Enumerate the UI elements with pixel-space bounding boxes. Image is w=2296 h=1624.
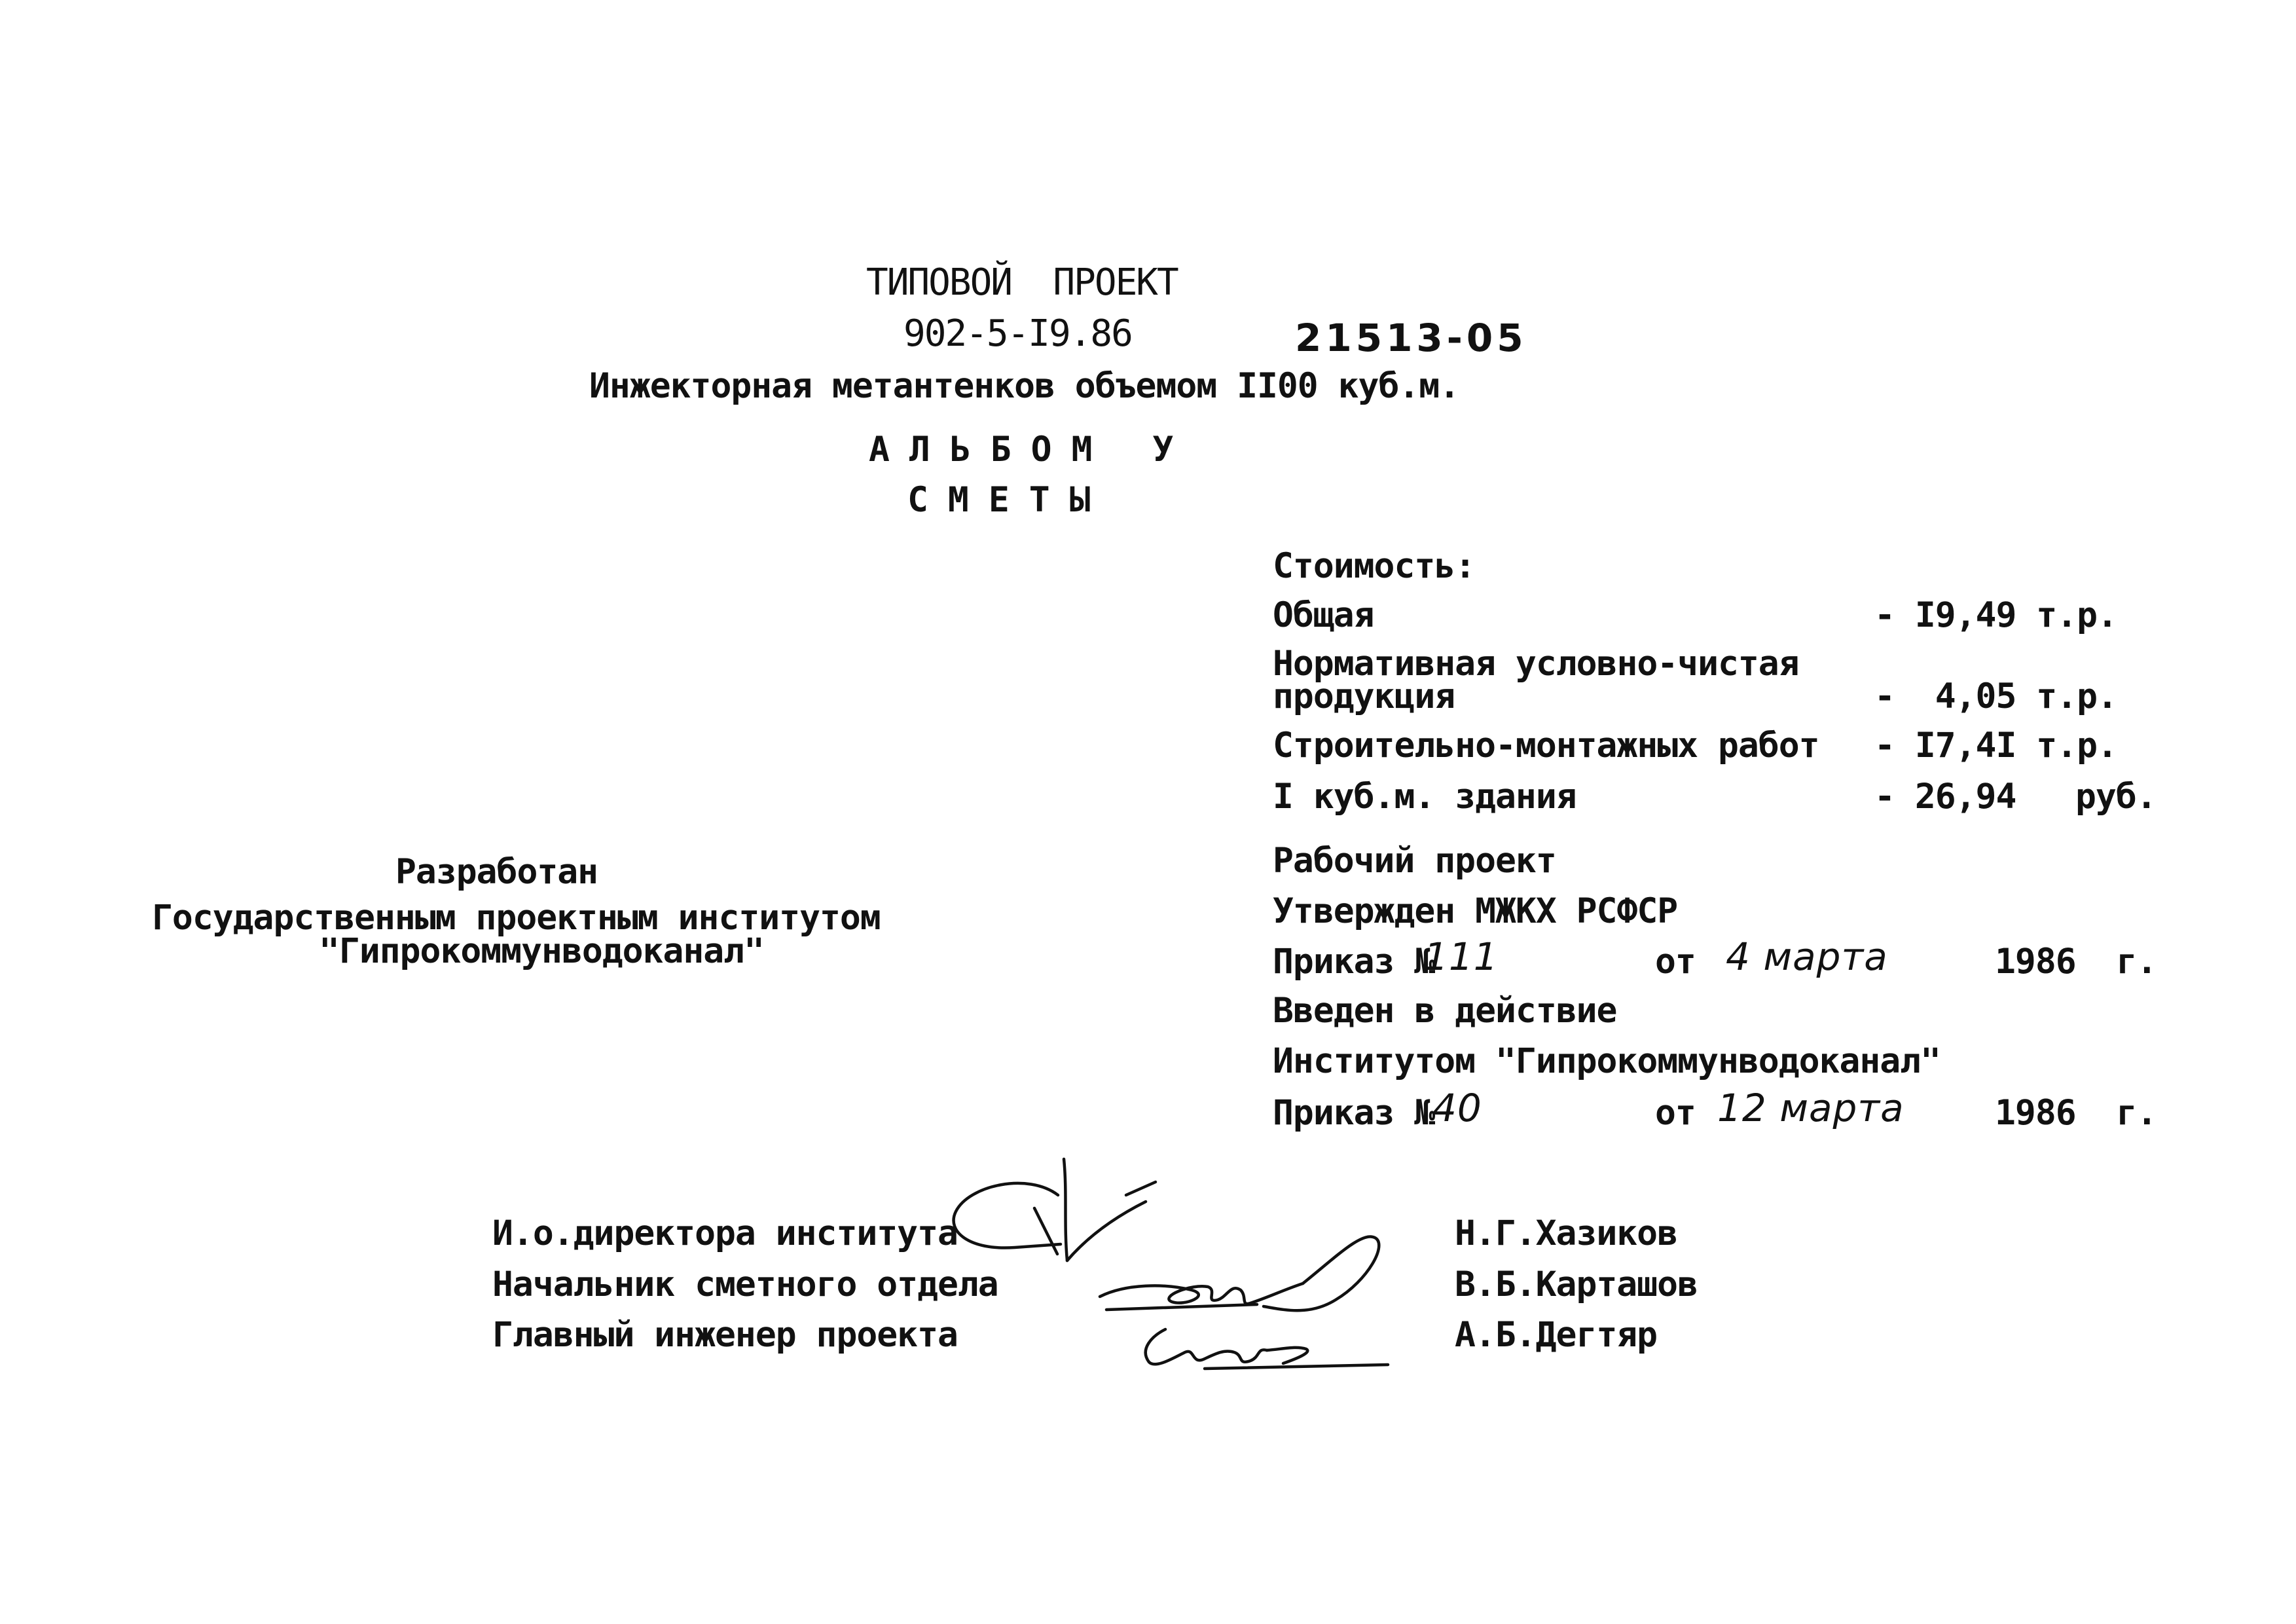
approved-by: Утвержден МЖКХ РСФСР <box>1273 891 1678 931</box>
signature-name-director: Н.Г.Хазиков <box>1455 1213 1677 1253</box>
order-1-number: 111 <box>1424 934 1499 979</box>
order-2-number: 40 <box>1432 1086 1482 1130</box>
order-2-prefix: Приказ № <box>1273 1093 1435 1133</box>
project-number: 902-5-I9.86 <box>903 312 1132 355</box>
order-2-date: 12 марта <box>1717 1086 1904 1130</box>
order-1-date: 4 марта <box>1726 934 1888 979</box>
order-2-from: от <box>1655 1093 1696 1133</box>
signature-name-estimates-head: В.Б.Карташов <box>1455 1264 1698 1304</box>
signature-name-chief-engineer: А.Б.Дегтяр <box>1455 1315 1658 1355</box>
order-1-from: от <box>1655 942 1696 982</box>
order-1-prefix: Приказ № <box>1273 942 1435 982</box>
cost-construction-value: - I7,4I т.р. <box>1874 726 2117 766</box>
order-1-year: 1986 г. <box>1995 942 2157 982</box>
cost-per-cubic-unit: руб. <box>2075 777 2157 817</box>
developer-line-1: Разработан <box>395 852 598 892</box>
cost-per-cubic-label: I куб.м. здания <box>1273 777 1576 817</box>
cost-normative-label-2: продукция <box>1273 676 1455 716</box>
album-title: АЛЬБОМ У <box>869 430 1194 470</box>
enacted: Введен в действие <box>1273 991 1617 1031</box>
album-subtitle: СМЕТЫ <box>907 480 1110 520</box>
cost-per-cubic-value: - 26,94 <box>1874 777 2016 817</box>
estimates-head-signature <box>1087 1218 1394 1388</box>
working-project: Рабочий проект <box>1273 841 1556 881</box>
cost-general-value: - I9,49 т.р. <box>1874 595 2117 635</box>
project-title: Инжекторная метантенков объемом II00 куб.м. <box>589 366 1460 406</box>
enacted-by: Институтом "Гипрокоммунводоканал" <box>1273 1041 1941 1081</box>
signature-position-chief-engineer: Главный инженер проекта <box>492 1315 958 1355</box>
cost-general-label: Общая <box>1273 595 1374 635</box>
order-2-year: 1986 г. <box>1995 1093 2157 1133</box>
registry-number: 21513-05 <box>1295 316 1527 360</box>
developer-line-2: Государственным проектным институтом <box>152 898 881 938</box>
cost-construction-label: Строительно-монтажных работ <box>1273 726 1819 766</box>
signature-position-estimates-head: Начальник сметного отдела <box>492 1264 998 1304</box>
signature-position-director: И.о.директора института <box>492 1213 958 1253</box>
developer-line-3: "Гипрокоммунводоканал" <box>319 931 764 971</box>
cost-normative-value: - 4,05 т.р. <box>1874 676 2117 716</box>
cost-normative-label: Нормативная условно-чистая <box>1273 644 1799 684</box>
cost-heading: Стоимость: <box>1273 546 1476 586</box>
project-type: ТИПОВОЙ ПРОЕКТ <box>866 261 1178 304</box>
